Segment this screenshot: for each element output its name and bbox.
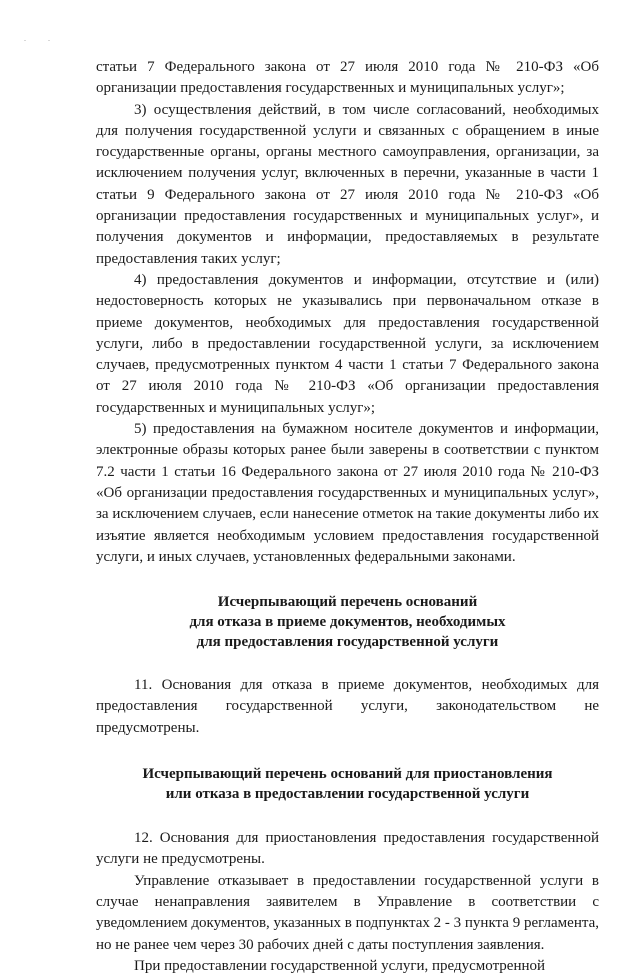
document-body: [96, 57, 599, 977]
paragraph-item-11: 11. Основания для отказа в приеме документов, необходимых для предоставления государственной услуги, законодательством не предусмотрены.: [96, 677, 599, 736]
section-heading-refusal-to-accept: Исчерпывающий перечень оснований для отказа в приеме документов, необходимых для предоставления государственной услуги: [189, 594, 506, 651]
paragraph-item-4: 4) предоставления документов и информации, отсутствие и (или) недостоверность которых не указывались при первоначальном отказе в приеме документов, необходимых для предоставления государственной услуги, либо в предоставлении государственной услуги, за исключением случаев, предусмотренных пунктом 4 части 1 статьи 7 Федерального закона от 27 июля 2010 года № 210-ФЗ «Об организации предоставления государственных и муниципальных услуг»;: [96, 271, 599, 416]
paragraph-continuation: статьи 7 Федерального закона от 27 июля 2010 года № 210-ФЗ «Об организации предоставления государственных и муниципальных услуг»;: [96, 59, 599, 97]
paragraph-item-5: 5) предоставления на бумажном носителе документов и информации, электронные образы которых ранее были заверены в соответствии с пунктом 7.2 части 1 статьи 16 Федерального закона от 27 июля 2010 года № 210-ФЗ «Об организации предоставления государственных и муниципальных услуг», за исключением случаев, если нанесение отметок на такие документы либо их изъятие является необходимым условием предоставления государственной услуги, и иных случаев, установленных федеральными законами.: [96, 421, 599, 565]
paragraph-refusal-conditions: Управление отказывает в предоставлении государственной услуги в случае ненаправления заявителем в Управление в соответствии с уведомлением документов, указанных в подпунктах 2 - 3 пункта 9 регламента, но не ранее чем через 30 рабочих дней с даты поступления заявления.: [96, 872, 599, 953]
paragraph-item-12: 12. Основания для приостановления предоставления государственной услуги не предусмотрены.: [96, 830, 599, 868]
scan-specks: . .: [24, 34, 60, 43]
section-heading-suspension-or-refusal: Исчерпывающий перечень оснований для приостановления или отказа в предоставлении государственной услуги: [142, 766, 553, 803]
paragraph-item-3: 3) осуществления действий, в том числе согласований, необходимых для получения государственной услуги и связанных с обращением в иные государственные органы, органы местного самоуправления, организации, за исключением получения услуг, включенных в перечни, указанные в части 1 статьи 9 Федерального закона от 27 июля 2010 года № 210-ФЗ «Об организации предоставления государственных и муниципальных услуг», и получения документов и информации, предоставляемых в результате предоставления таких услуг;: [96, 101, 599, 267]
paragraph-final-start: При предоставлении государственной услуги, предусмотренной: [134, 957, 546, 974]
